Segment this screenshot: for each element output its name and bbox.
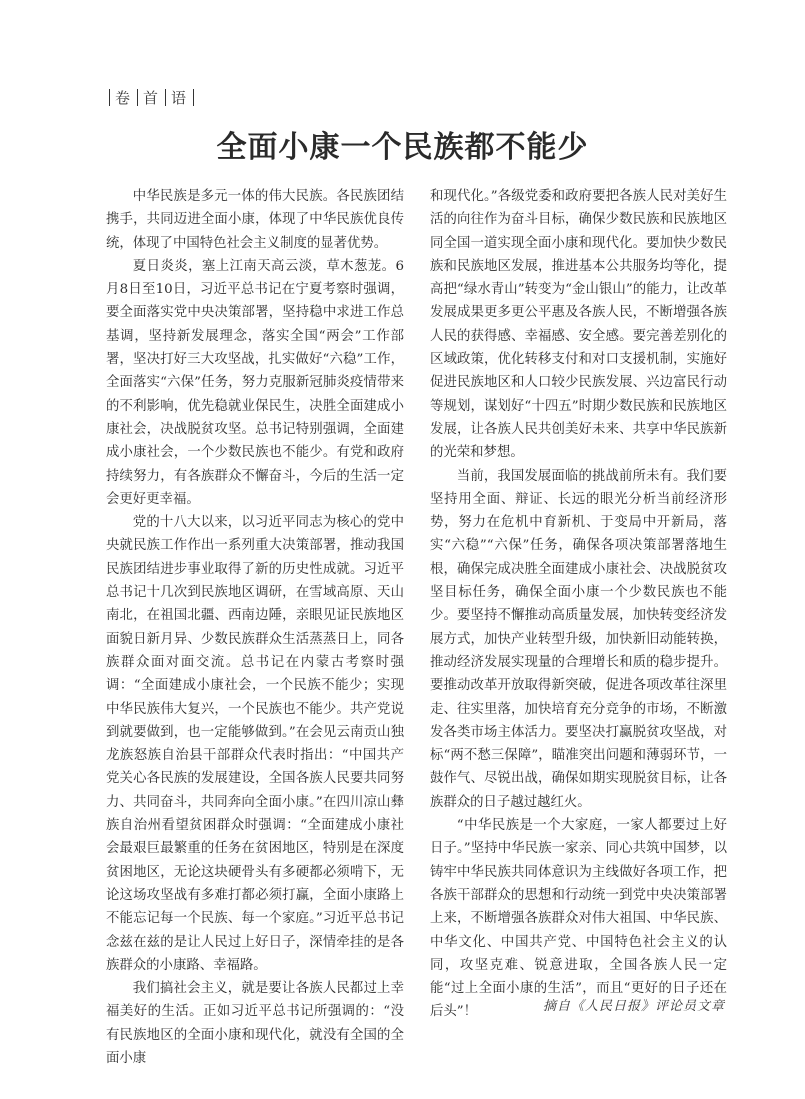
paragraph: 当前，我国发展面临的挑战前所未有。我们要坚持用全面、辩证、长远的眼光分析当前经济形势，努力在危机中育新机、于变局中开新局，落实“六稳”“六保”任务，确保各项决策部署落地生根，确保完成决胜全面建成小康社会、决战脱贫攻坚目标任务，确保全面小康一个少数民族也不能少。要坚持不懈推动高质量发展，加快转变经济发展方式，加快产业转型升级，加快新旧动能转换，推动经济发展实现量的合理增长和质的稳步提升。要推动改革开放取得新突破，促进各项改革往深里走、往实里落，加快培育充分竞争的市场，不断激发各类市场主体活力。要坚决打赢脱贫攻坚战，对标“两不愁三保障”，瞄准突出问题和薄弱环节，一鼓作气、尽锐出战，确保如期实现脱贫目标，让各族群众的日子越过越红火。 bbox=[430, 468, 727, 810]
column-tag-char: 卷 bbox=[115, 89, 133, 107]
paragraph: 我们搞社会主义，就是要让各族人民都过上幸福美好的生活。正如习近平总书记所强调的：“没有民族地区的全面小康和现代化，就没有全国的全面小康 bbox=[106, 981, 404, 1066]
source-attribution: 摘自《人民日报》评论员文章 bbox=[542, 999, 725, 1014]
right-column bbox=[430, 185, 727, 1024]
column-tag-char: 语 bbox=[171, 89, 189, 107]
left-column bbox=[106, 185, 404, 1070]
divider bbox=[165, 89, 166, 106]
paragraph: 党的十八大以来，以习近平同志为核心的党中央就民族工作作出一系列重大决策部署，推动我国民族团结进步事业取得了新的历史性成就。习近平总书记十几次到民族地区调研，在雪域高原、天山南北，在祖国北疆、西南边陲，亲眼见证民族地区面貌日新月异、少数民族群众生活蒸蒸日上，同各族群众面对面交流。总书记在内蒙古考察时强调：“全面建成小康社会，一个民族不能少；实现中华民族伟大复兴，一个民族也不能少。共产党说到就要做到，也一定能够做到。”在会见云南贡山独龙族怒族自治县干部群众代表时指出：“中国共产党关心各民族的发展建设，全国各族人民要共同努力、共同奋斗，共同奔向全面小康。”在四川凉山彝族自治州看望贫困群众时强调：“全面建成小康社会最艰巨最繁重的任务在贫困地区，特别是在深度贫困地区，无论这块硬骨头有多硬都必须啃下，无论这场攻坚战有多难打都必须打赢，全面小康路上不能忘记每一个民族、每一个家庭。”习近平总书记念兹在兹的是让人民过上好日子，深情牵挂的是各族群众的小康路、幸福路。 bbox=[106, 515, 404, 973]
divider bbox=[193, 89, 194, 106]
article-title: 全面小康一个民族都不能少 bbox=[216, 130, 589, 165]
divider bbox=[137, 89, 138, 106]
divider bbox=[109, 89, 110, 106]
column-tag bbox=[104, 87, 199, 108]
paragraph: 夏日炎炎，塞上江南天高云淡，草木葱茏。6月8日至10日，习近平总书记在宁夏考察时强调，要全面落实党中央决策部署，坚持稳中求进工作总基调，坚持新发展理念，落实全国“两会”工作部署，坚决打好三大攻坚战，扎实做好“六稳”工作，全面落实“六保”任务，努力克服新冠肺炎疫情带来的不利影响，优先稳就业保民生，决胜全面建成小康社会，决战脱贫攻坚。总书记特别强调，全面建成小康社会，一个少数民族也不能少。有党和政府持续努力，有各族群众不懈奋斗，今后的生活一定会更好更幸福。 bbox=[106, 258, 404, 507]
column-tag-char: 首 bbox=[143, 89, 161, 107]
paragraph: “中华民族是一个大家庭，一家人都要过上好日子。”坚持中华民族一家亲、同心共筑中国梦，以铸牢中华民族共同体意识为主线做好各项工作，把各族干部群众的思想和行动统一到党中央决策部署上来，不断增强各族群众对伟大祖国、中华民族、中华文化、中国共产党、中国特色社会主义的认同，攻坚克难、锐意进取，全国各族人民一定能“过上全面小康的生活”，而且“更好的日子还在后头”！ bbox=[430, 818, 727, 1020]
paragraph-continuation: 和现代化。”各级党委和政府要把各族人民对美好生活的向往作为奋斗目标，确保少数民族和民族地区同全国一道实现全面小康和现代化。要加快少数民族和民族地区发展，推进基本公共服务均等化，提高把“绿水青山”转变为“金山银山”的能力，让改革发展成果更多更公平惠及各族人民，不断增强各族人民的获得感、幸福感、安全感。要完善差别化的区域政策，优化转移支付和对口支援机制，实施好促进民族地区和人口较少民族发展、兴边富民行动等规划，谋划好“十四五”时期少数民族和民族地区发展，让各族人民共创美好未来、共享中华民族新的光荣和梦想。 bbox=[430, 189, 727, 461]
paragraph: 中华民族是多元一体的伟大民族。各民族团结携手，共同迈进全面小康，体现了中华民族优良传统，体现了中国特色社会主义制度的显著优势。 bbox=[106, 189, 404, 251]
